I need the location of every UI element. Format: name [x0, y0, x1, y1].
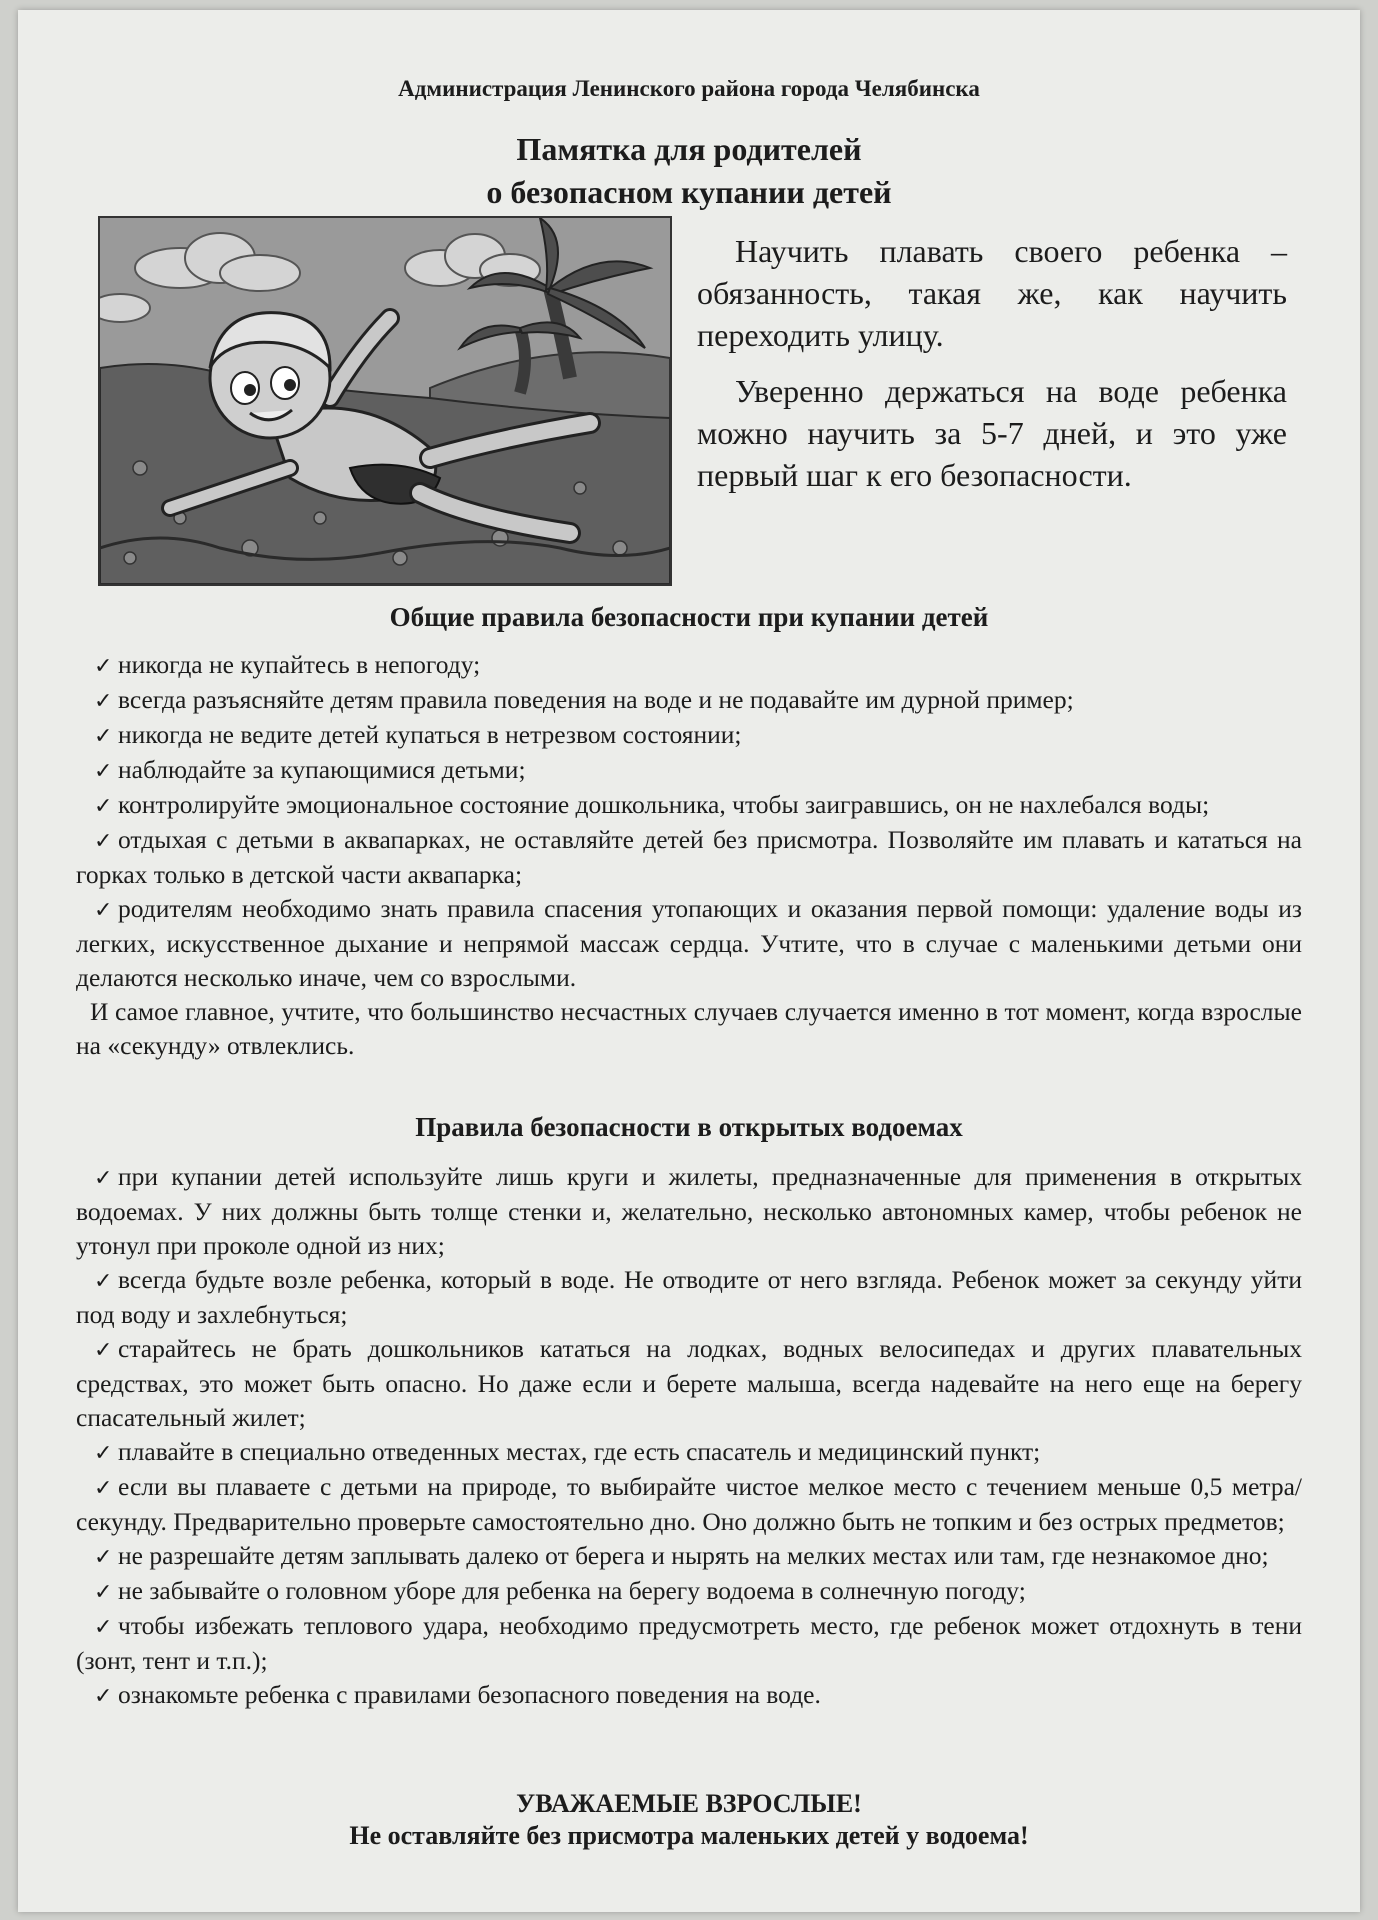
checkmark-icon: ✓ — [94, 897, 113, 922]
checkmark-icon: ✓ — [94, 793, 113, 818]
checkmark-icon: ✓ — [94, 723, 113, 748]
appeal-line-2: Не оставляйте без присмотра маленьких детей у водоема! — [349, 1821, 1029, 1850]
checkmark-icon: ✓ — [94, 758, 113, 783]
checkmark-icon: ✓ — [94, 653, 113, 678]
swimming-child-illustration — [98, 216, 672, 586]
open-water-rules-list — [76, 1160, 1302, 1713]
title-line-2: о безопасном купании детей — [486, 174, 892, 210]
list-item: ✓ плавайте в специально отведенных местах, где есть спасатель и медицинский пункт; — [76, 1435, 1302, 1470]
closing-paragraph: И самое главное, учтите, что большинство несчастных случаев случается именно в тот момент, когда взрослые на «секунду» отвлеклись. — [76, 997, 1302, 1060]
list-item: ✓ никогда не купайтесь в непогоду; — [76, 648, 1302, 683]
intro-text — [697, 230, 1287, 510]
list-item: ✓ контролируйте эмоциональное состояние дошкольника, чтобы заигравшись, он не нахлебался воды; — [76, 788, 1302, 823]
list-item: ✓ отдыхая с детьми в аквапарках, не оставляйте детей без присмотра. Позволяйте им плавать и кататься на горках только в детской части аквапарка; — [76, 825, 1302, 889]
checkmark-icon: ✓ — [94, 1337, 113, 1362]
list-item: ✓ не забывайте о головном уборе для ребенка на берегу водоема в солнечную погоду; — [76, 1574, 1302, 1609]
checkmark-icon: ✓ — [94, 1440, 113, 1465]
list-item: ✓ старайтесь не брать дошкольников кататься на лодках, водных велосипедах и других плавательных средствах, это может быть опасно. Но даже если и берете малыша, всегда надевайте на него еще на берегу спасательный жилет; — [76, 1334, 1302, 1432]
list-item: ✓ всегда разъясняйте детям правила поведения на воде и не подавайте им дурной пример; — [76, 683, 1302, 718]
checkmark-icon: ✓ — [94, 1579, 113, 1604]
appeal-line-1: УВАЖАЕМЫЕ ВЗРОСЛЫЕ! — [516, 1789, 862, 1818]
intro-paragraph-1: Научить плавать своего ребенка – обязанность, такая же, как научить переходить улицу. — [697, 233, 1287, 353]
list-item: ✓ наблюдайте за купающимися детьми; — [76, 753, 1302, 788]
checkmark-icon: ✓ — [94, 688, 113, 713]
list-item: ✓ не разрешайте детям заплывать далеко от берега и нырять на мелких местах или там, где незнакомое дно; — [76, 1539, 1302, 1574]
list-item: ✓ всегда будьте возле ребенка, который в воде. Не отводите от него взгляда. Ребенок может за секунду уйти под воду и захлебнуться; — [76, 1265, 1302, 1329]
checkmark-icon: ✓ — [94, 1165, 113, 1190]
list-item: ✓ родителям необходимо знать правила спасения утопающих и оказания первой помощи: удаление воды из легких, искусственное дыхание и непрямой массаж сердца. Учтите, что в случае с маленькими детьми они делаются несколько иначе, чем со взрослыми. — [76, 894, 1302, 992]
swimming-child-icon — [100, 218, 670, 584]
document-title — [0, 128, 1378, 214]
open-water-rules-heading: Правила безопасности в открытых водоемах — [415, 1112, 963, 1142]
intro-paragraph-2: Уверенно держаться на воде ребенка можно научить за 5-7 дней, и это уже первый шаг к его безопасности. — [697, 373, 1287, 493]
checkmark-icon: ✓ — [94, 1614, 113, 1639]
list-item: ✓ ознакомьте ребенка с правилами безопасного поведения на воде. — [76, 1678, 1302, 1713]
checkmark-icon: ✓ — [94, 828, 113, 853]
list-item: ✓ если вы плаваете с детьми на природе, то выбирайте чистое мелкое место с течением меньше 0,5 метра/секунду. Предварительно проверьте самостоятельно дно. Оно должно быть не топким и без острых предметов; — [76, 1472, 1302, 1536]
general-rules-list — [76, 648, 1302, 1063]
checkmark-icon: ✓ — [94, 1268, 113, 1293]
list-item: ✓ никогда не ведите детей купаться в нетрезвом состоянии; — [76, 718, 1302, 753]
checkmark-icon: ✓ — [94, 1544, 113, 1569]
title-line-1: Памятка для родителей — [516, 131, 862, 167]
checkmark-icon: ✓ — [94, 1475, 113, 1500]
checkmark-icon: ✓ — [94, 1683, 113, 1708]
organization-name: Администрация Ленинского района города Челябинска — [398, 76, 980, 101]
list-item: ✓ при купании детей используйте лишь круги и жилеты, предназначенные для применения в открытых водоемах. У них должны быть толще стенки и, желательно, несколько автономных камер, чтобы ребенок не утонул при проколе одной из них; — [76, 1162, 1302, 1260]
list-item: ✓ чтобы избежать теплового удара, необходимо предусмотреть место, где ребенок может отдохнуть в тени (зонт, тент и т.п.); — [76, 1611, 1302, 1675]
general-rules-heading: Общие правила безопасности при купании детей — [389, 602, 989, 632]
appeal-block — [0, 1788, 1378, 1852]
